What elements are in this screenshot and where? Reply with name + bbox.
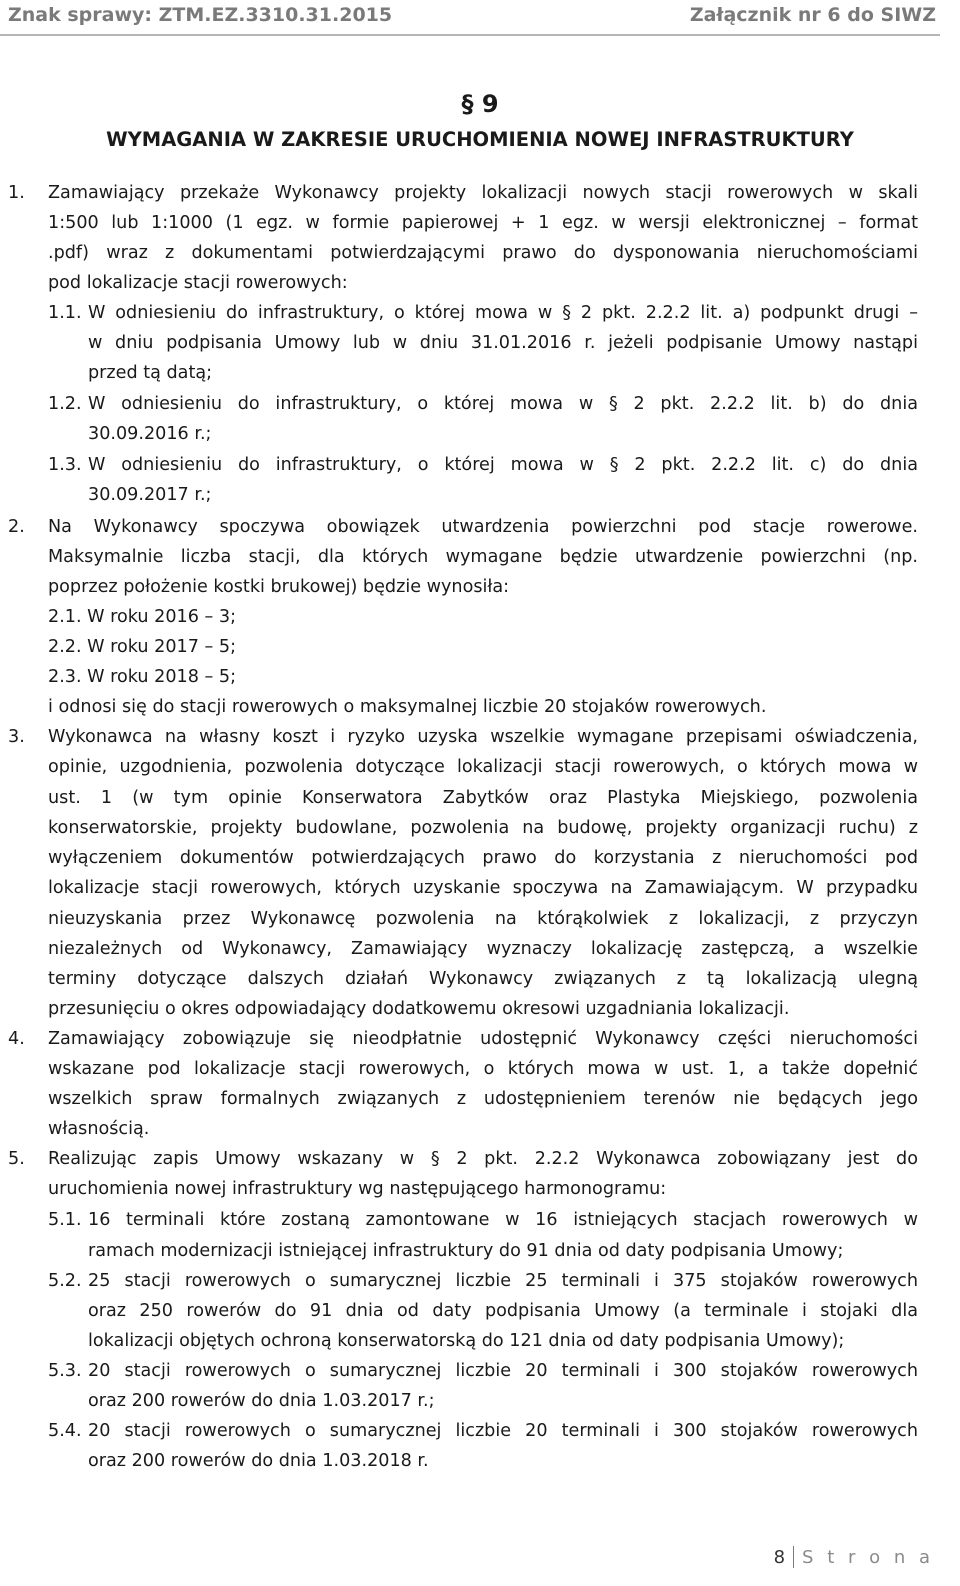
text-line: oraz 200 rowerów do dnia 1.03.2017 r.;	[88, 1391, 435, 1411]
case-number: Znak sprawy: ZTM.EZ.3310.31.2015	[8, 4, 393, 26]
text-line: 2.2. W roku 2017 – 5;	[48, 637, 237, 657]
text-line: oraz 250 rowerów do 91 dnia od daty podpisania Umowy (a terminale i stojaki dla	[88, 1301, 918, 1321]
text-line: 2.3. W roku 2018 – 5;	[48, 667, 237, 687]
list-number: 1.	[8, 183, 25, 203]
text-line: Realizując zapis Umowy wskazany w § 2 pkt. 2.2.2 Wykonawca zobowiązany jest do	[48, 1149, 918, 1169]
text-line: i odnosi się do stacji rowerowych o maksymalnej liczbie 20 stojaków rowerowych.	[48, 697, 767, 717]
text-line: lokalizacje stacji rowerowych, których uzyskanie spoczywa na Zamawiającym. W przypadku	[48, 878, 918, 898]
text-line: lokalizacji objętych ochroną konserwatorską do 121 dnia od daty podpisania Umowy);	[88, 1331, 845, 1351]
list-number: 3.	[8, 727, 25, 747]
list-number: 5.2.	[48, 1271, 82, 1291]
header-divider	[0, 34, 940, 36]
page-number: 8	[773, 1546, 786, 1568]
text-line: 30.09.2017 r.;	[88, 485, 212, 505]
text-line: konserwatorskie, projekty budowlane, pozwolenia na budowę, projekty organizacji ruchu) z	[48, 818, 918, 838]
list-number: 5.3.	[48, 1361, 82, 1381]
text-line: opinie, uzgodnienia, pozwolenia dotyczące lokalizacji stacji rowerowych, o których mowa w	[48, 757, 918, 777]
attachment-label: Załącznik nr 6 do SIWZ	[689, 4, 936, 26]
text-line: nieuzyskania przez Wykonawcę pozwolenia na którąkolwiek z lokalizacji, z przyczyn	[48, 909, 918, 929]
text-line: ust. 1 (w tym opinie Konserwatora Zabytków oraz Plastyka Miejskiego, pozwolenia	[48, 788, 918, 808]
text-line: Zamawiający przekaże Wykonawcy projekty lokalizacji nowych stacji rowerowych w skali	[48, 183, 918, 203]
text-line: przed tą datą;	[88, 363, 213, 383]
text-line: Na Wykonawcy spoczywa obowiązek utwardzenia powierzchni pod stacje rowerowe.	[48, 517, 918, 537]
text-line: 16 terminali które zostaną zamontowane w 16 istniejących stacjach rowerowych w	[88, 1210, 918, 1230]
text-line: w dniu podpisania Umowy lub w dniu 31.01.2016 r. jeżeli podpisanie Umowy nastąpi	[88, 333, 918, 353]
list-number: 5.	[8, 1149, 25, 1169]
footer-divider	[793, 1546, 794, 1568]
list-number: 5.1.	[48, 1210, 82, 1230]
section-title: WYMAGANIA W ZAKRESIE URUCHOMIENIA NOWEJ INFRASTRUKTURY	[106, 128, 854, 151]
text-line: Wykonawca na własny koszt i ryzyko uzyska wszelkie wymagane przepisami oświadczenia,	[48, 727, 918, 747]
text-line: terminy dotyczące dalszych działań Wykonawcy związanych z tą lokalizacją ulegną	[48, 969, 918, 989]
text-line: 20 stacji rowerowych o sumarycznej liczbie 20 terminali i 300 stojaków rowerowych	[88, 1361, 918, 1381]
text-line: niezależnych od Wykonawcy, Zamawiający wyznaczy lokalizację zastępczą, a wszelkie	[48, 939, 918, 959]
list-number: 1.3.	[48, 455, 82, 475]
text-line: ramach modernizacji istniejącej infrastruktury do 91 dnia od daty podpisania Umowy;	[88, 1241, 844, 1261]
page-label: S t r o n a	[802, 1546, 934, 1568]
text-line: uruchomienia nowej infrastruktury wg następującego harmonogramu:	[48, 1179, 667, 1199]
text-line: 20 stacji rowerowych o sumarycznej liczbie 20 terminali i 300 stojaków rowerowych	[88, 1421, 918, 1441]
page-footer	[774, 1546, 934, 1568]
text-line: 25 stacji rowerowych o sumarycznej liczbie 25 terminali i 375 stojaków rowerowych	[88, 1271, 918, 1291]
text-line: własnością.	[48, 1119, 150, 1139]
text-line: wskazane pod lokalizacje stacji rowerowych, o których mowa w ust. 1, a także dopełnić	[48, 1059, 918, 1079]
text-line: Zamawiający zobowiązuje się nieodpłatnie udostępnić Wykonawcy części nieruchomości	[48, 1029, 918, 1049]
list-number: 2.	[8, 517, 25, 537]
text-line: pod lokalizacje stacji rowerowych:	[48, 273, 348, 293]
text-line: oraz 200 rowerów do dnia 1.03.2018 r.	[88, 1451, 429, 1471]
text-line: przesunięciu o okres odpowiadający dodatkowemu okresowi uzgadniania lokalizacji.	[48, 999, 790, 1019]
text-line: W odniesieniu do infrastruktury, o której mowa w § 2 pkt. 2.2.2 lit. c) do dnia	[88, 455, 918, 475]
text-line: 1:500 lub 1:1000 (1 egz. w formie papierowej + 1 egz. w wersji elektronicznej – format	[48, 213, 918, 233]
section-number: § 9	[461, 90, 499, 118]
text-line: wszelkich spraw formalnych związanych z udostępnieniem terenów nie będących jego	[48, 1089, 918, 1109]
text-line: poprzez położenie kostki brukowej) będzie wynosiła:	[48, 577, 510, 597]
text-line: W odniesieniu do infrastruktury, o której mowa w § 2 pkt. 2.2.2 lit. b) do dnia	[88, 394, 918, 414]
list-number: 1.2.	[48, 394, 82, 414]
text-line: Maksymalnie liczba stacji, dla których wymagane będzie utwardzenie powierzchni (np.	[48, 547, 918, 567]
page-header	[8, 4, 936, 26]
text-line: 30.09.2016 r.;	[88, 424, 212, 444]
list-number: 4.	[8, 1029, 25, 1049]
text-line: 2.1. W roku 2016 – 3;	[48, 607, 237, 627]
text-line: .pdf) wraz z dokumentami potwierdzającymi prawo do dysponowania nieruchomościami	[48, 243, 918, 263]
list-number: 1.1.	[48, 303, 82, 323]
text-line: wyłączeniem dokumentów potwierdzających prawo do korzystania z nieruchomości pod	[48, 848, 918, 868]
list-number: 5.4.	[48, 1421, 82, 1441]
text-line: W odniesieniu do infrastruktury, o której mowa w § 2 pkt. 2.2.2 lit. a) podpunkt drugi –	[88, 303, 918, 323]
